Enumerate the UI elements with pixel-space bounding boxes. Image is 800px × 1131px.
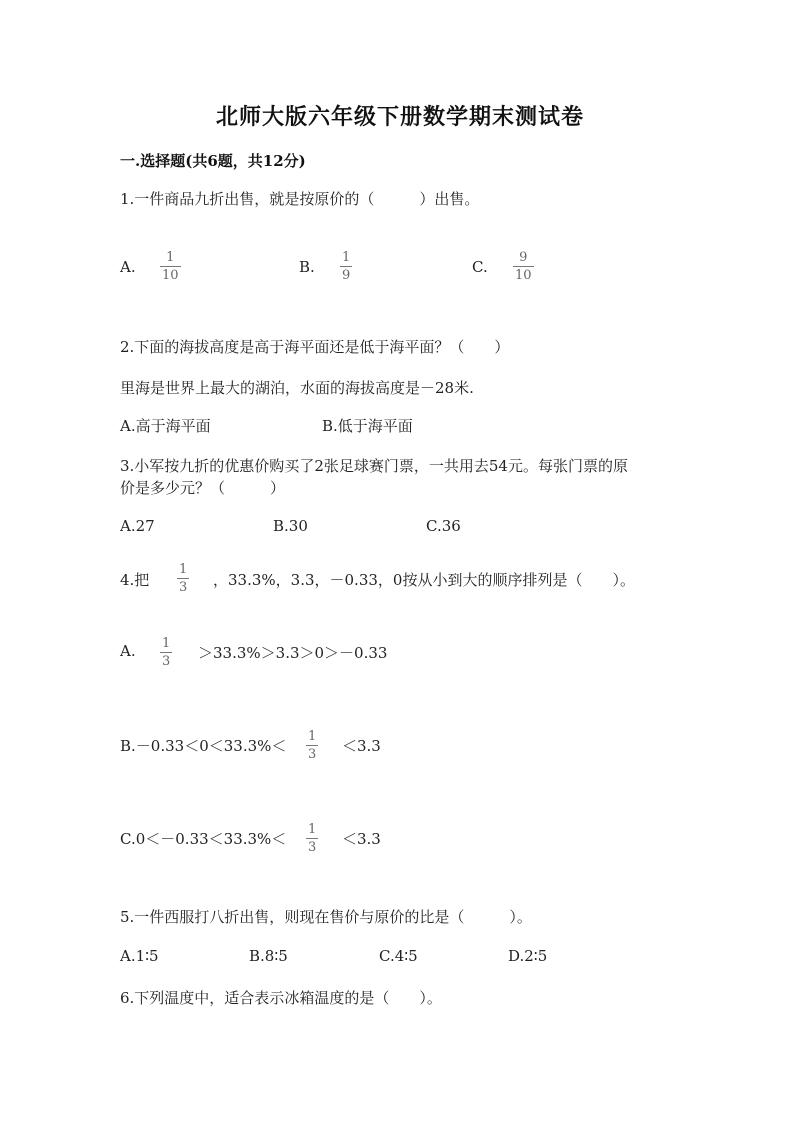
question-2-context: 里海是世界上最大的湖泊，水面的海拔高度是－28米. [120, 379, 474, 397]
question-4-option-b-fraction [306, 730, 318, 761]
fraction-numerator: 1 [166, 250, 175, 265]
fraction-numerator: 9 [519, 250, 528, 265]
question-4-stem-suffix: ，33.3%，3.3，－0.33，0按从小到大的顺序排列是（ ）。 [213, 571, 635, 589]
question-2-stem: 2.下面的海拔高度是高于海平面还是低于海平面？（ ） [120, 338, 510, 356]
question-4-option-a-label: A. [120, 642, 136, 660]
fraction-denominator: 3 [179, 580, 188, 595]
question-4-option-c-suffix: ＜3.3 [342, 830, 381, 848]
question-3-stem-line-2: 价是多少元？（ ） [120, 479, 286, 497]
question-1-stem: 1.一件商品九折出售，就是按原价的（ ）出售。 [120, 190, 480, 208]
question-3-option-b: B.30 [273, 517, 308, 535]
question-1-option-a-label: A. [120, 258, 136, 276]
question-5-option-b: B.8∶5 [249, 947, 288, 965]
question-5-option-a: A.1∶5 [120, 947, 159, 965]
fraction-denominator: 3 [308, 747, 317, 762]
question-1-option-b-fraction [340, 251, 352, 282]
question-5-option-d: D.2∶5 [508, 947, 548, 965]
fraction-denominator: 10 [515, 268, 532, 283]
fraction-denominator: 10 [162, 268, 179, 283]
question-1-option-b-label: B. [299, 258, 315, 276]
question-4-option-b-suffix: ＜3.3 [342, 737, 381, 755]
fraction-numerator: 1 [179, 562, 188, 577]
fraction-denominator: 9 [342, 268, 351, 283]
question-4-option-a-text: ＞33.3%＞3.3＞0＞－0.33 [198, 644, 388, 662]
question-4-option-b-prefix: B.－0.33＜0＜33.3%＜ [120, 737, 287, 755]
fraction-denominator: 3 [162, 654, 171, 669]
question-4-option-c-prefix: C.0＜－0.33＜33.3%＜ [120, 830, 287, 848]
question-4-option-c-fraction [306, 823, 318, 854]
question-3-option-a: A.27 [120, 517, 155, 535]
question-1-option-c-label: C. [472, 258, 488, 276]
section-heading: 一.选择题(共6题，共12分) [120, 152, 306, 170]
fraction-denominator: 3 [308, 840, 317, 855]
question-5-option-c: C.4∶5 [379, 947, 418, 965]
fraction-numerator: 1 [162, 636, 171, 651]
question-6-stem: 6.下列温度中，适合表示冰箱温度的是（ ）。 [120, 989, 442, 1007]
fraction-numerator: 1 [342, 250, 351, 265]
question-1-option-a-fraction [160, 251, 181, 282]
question-4-stem-prefix: 4.把 [120, 571, 150, 589]
question-3-stem-line-1: 3.小军按九折的优惠价购买了2张足球赛门票，一共用去54元。每张门票的原 [120, 457, 628, 475]
fraction-numerator: 1 [308, 822, 317, 837]
page-title: 北师大版六年级下册数学期末测试卷 [215, 104, 584, 130]
question-1-option-c-fraction [513, 251, 534, 282]
question-5-stem: 5.一件西服打八折出售，则现在售价与原价的比是（ ）。 [120, 908, 532, 926]
question-4-stem-fraction [177, 563, 189, 594]
question-3-option-c: C.36 [426, 517, 461, 535]
question-4-option-a-fraction [160, 637, 172, 668]
question-2-option-b: B.低于海平面 [322, 417, 413, 435]
fraction-numerator: 1 [308, 729, 317, 744]
question-2-option-a: A.高于海平面 [120, 417, 211, 435]
